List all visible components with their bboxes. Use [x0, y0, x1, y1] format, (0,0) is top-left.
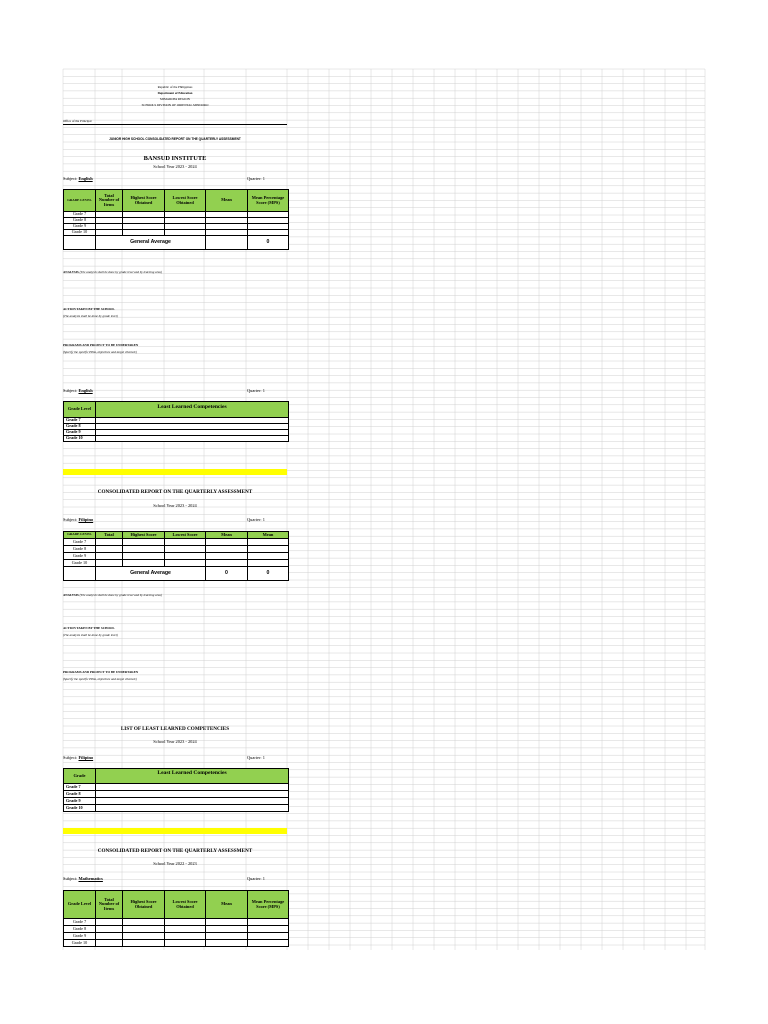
filipino-subject-row — [63, 517, 93, 522]
table-row: Grade 7 — [64, 212, 289, 218]
subject-label: Subject: — [63, 388, 78, 393]
table-row: Grade 8 — [64, 218, 289, 224]
analysis-2 — [63, 593, 162, 597]
report-title: JUNIOR HIGH SCHOOL CONSOLIDATED REPORT ON THE QUARTERLY ASSESSMENT — [109, 137, 241, 141]
col-lowest-score: Lowest Score Obtained — [165, 891, 206, 919]
col-grade-level: GRADE LEVEL — [64, 190, 96, 212]
analysis-note: (The analysis shall be done by grade level and by learning area) — [79, 270, 162, 274]
english-llc-table — [63, 401, 289, 442]
table-row: Grade 10 — [64, 940, 289, 947]
general-average-row — [64, 567, 289, 581]
col-total: Total — [96, 532, 123, 539]
yellow-separator — [63, 828, 287, 834]
english-subject-value: English — [78, 176, 93, 181]
col-total-items: Total Number of Items — [96, 891, 123, 919]
col-grade-level: GRADE LEVEL — [64, 532, 96, 539]
math-school-year: School Year 2022 - 2023 — [153, 861, 197, 866]
table-row: Grade 8 — [64, 926, 289, 933]
programs-note: (Specify the specific PPAs, objectives and target clientele) — [63, 677, 137, 681]
math-quarter: Quarter: 1 — [247, 876, 265, 881]
table-row: Grade 9 — [64, 430, 289, 436]
analysis-1 — [63, 270, 162, 274]
filipino-subject-value: Filipino — [78, 517, 94, 522]
table-row: Grade 9 — [64, 798, 289, 805]
analysis-label: ANALYSIS — [63, 593, 79, 597]
action-label: ACTION TAKEN BY THE SCHOOL — [63, 307, 115, 311]
general-average-mps: 0 — [248, 567, 289, 581]
header-region: MIMAROPA REGION — [160, 97, 190, 101]
table-row: Grade 10 — [64, 230, 289, 236]
programs-label: PROGRAMS AND PROJECT TO BE UNDERTAKEN — [63, 343, 139, 347]
filipino-llc-table — [63, 768, 289, 812]
analysis-label: ANALYSIS — [63, 270, 79, 274]
general-average-label: General Average — [96, 236, 206, 250]
col-mean: Mean — [206, 190, 248, 212]
col-least-learned: Least Learned Competencies — [96, 402, 289, 418]
col-grade: Grade — [64, 769, 96, 784]
general-average-mps: 0 — [248, 236, 289, 250]
table-row: Grade 8 — [64, 546, 289, 553]
col-lowest-score: Lowest Score — [165, 532, 206, 539]
col-mps: Mean — [248, 532, 289, 539]
math-subject-row — [63, 876, 103, 881]
table-row: Grade 10 — [64, 436, 289, 442]
col-lowest-score: Lowest Score Obtained — [165, 190, 206, 212]
col-mean: Mean — [206, 532, 248, 539]
col-mean: Mean — [206, 891, 248, 919]
english-school-year: School Year 2023 - 2024 — [153, 164, 197, 169]
col-mps: Mean Percentage Score (MPS) — [248, 891, 289, 919]
english-quarter: Quarter: 1 — [247, 176, 265, 181]
table-row: Grade 8 — [64, 424, 289, 430]
action-note: (The analysis shall be done by grade level) — [63, 314, 118, 318]
subject-label: Subject: — [63, 876, 78, 881]
subject-label: Subject: — [63, 517, 78, 522]
table-row: Grade 10 — [64, 805, 289, 812]
english-subject-row — [63, 176, 93, 181]
table-row: Grade 7 — [64, 539, 289, 546]
english-llc-subject-row — [63, 388, 93, 393]
col-grade-level: Grade Level — [64, 891, 96, 919]
math-report-title: CONSOLIDATED REPORT ON THE QUARTERLY ASSESSMENT — [97, 848, 253, 854]
analysis-note: (The analysis shall be done by grade level and by learning area) — [79, 593, 162, 597]
programs-label: PROGRAMS AND PROJECT TO BE UNDERTAKEN — [63, 670, 139, 674]
filipino-quarter: Quarter: 1 — [247, 517, 265, 522]
english-assessment-table — [63, 189, 289, 250]
table-row: Grade 8 — [64, 791, 289, 798]
general-average-row — [64, 236, 289, 250]
table-row: Grade 7 — [64, 418, 289, 424]
filipino-report-title: CONSOLIDATED REPORT ON THE QUARTERLY ASSESSMENT — [97, 489, 253, 495]
subject-label: Subject: — [63, 176, 78, 181]
action-label: ACTION TAKEN BY THE SCHOOL — [63, 626, 115, 630]
header-divider — [63, 124, 287, 125]
col-highest-score: Highest Score Obtained — [123, 891, 165, 919]
action-note: (The analysis shall be done by grade level) — [63, 633, 118, 637]
filipino-llc-quarter: Quarter: 1 — [247, 755, 265, 760]
col-highest-score: Highest Score Obtained — [123, 190, 165, 212]
col-total-items: Total Number of Items — [96, 190, 123, 212]
english-llc-subject-value: English — [78, 388, 93, 393]
col-mps: Mean Percentage Score (MPS) — [248, 190, 289, 212]
llc-list-title: LIST OF LEAST LEARNED COMPETENCIES — [120, 726, 230, 732]
filipino-assessment-table — [63, 531, 289, 581]
subject-label: Subject: — [63, 755, 78, 760]
header-republic: Republic of the Philippines — [157, 85, 193, 89]
general-average-mean: 0 — [206, 567, 248, 581]
col-highest-score: Highest Score — [123, 532, 165, 539]
english-llc-quarter: Quarter: 1 — [247, 388, 265, 393]
header-department: Department of Education — [157, 91, 193, 95]
office-label: Office of the Principal — [63, 119, 92, 123]
table-row: Grade 9 — [64, 224, 289, 230]
table-row: Grade 7 — [64, 919, 289, 926]
filipino-llc-subject-row — [63, 755, 93, 760]
col-grade-level: Grade Level — [64, 402, 96, 418]
filipino-llc-school-year: School Year 2023 - 2024 — [153, 739, 197, 744]
programs-note: (Specify the specific PPAs, objectives and target clientele) — [63, 350, 137, 354]
math-subject-value: Mathematics — [78, 876, 103, 881]
table-row: Grade 9 — [64, 933, 289, 940]
school-name: BANSUD INSTITUTE — [143, 155, 207, 162]
table-row: Grade 7 — [64, 784, 289, 791]
filipino-llc-subject-value: Filipino — [78, 755, 94, 760]
table-row: Grade 9 — [64, 553, 289, 560]
filipino-school-year: School Year 2023 - 2024 — [153, 503, 197, 508]
col-least-learned: Least Learned Competencies — [96, 769, 289, 784]
table-row: Grade 10 — [64, 560, 289, 567]
header-division: SCHOOLS DIVISION OF ORIENTAL MINDORO — [141, 103, 209, 107]
general-average-label: General Average — [96, 567, 206, 581]
yellow-separator — [63, 469, 287, 475]
math-assessment-table — [63, 890, 289, 947]
